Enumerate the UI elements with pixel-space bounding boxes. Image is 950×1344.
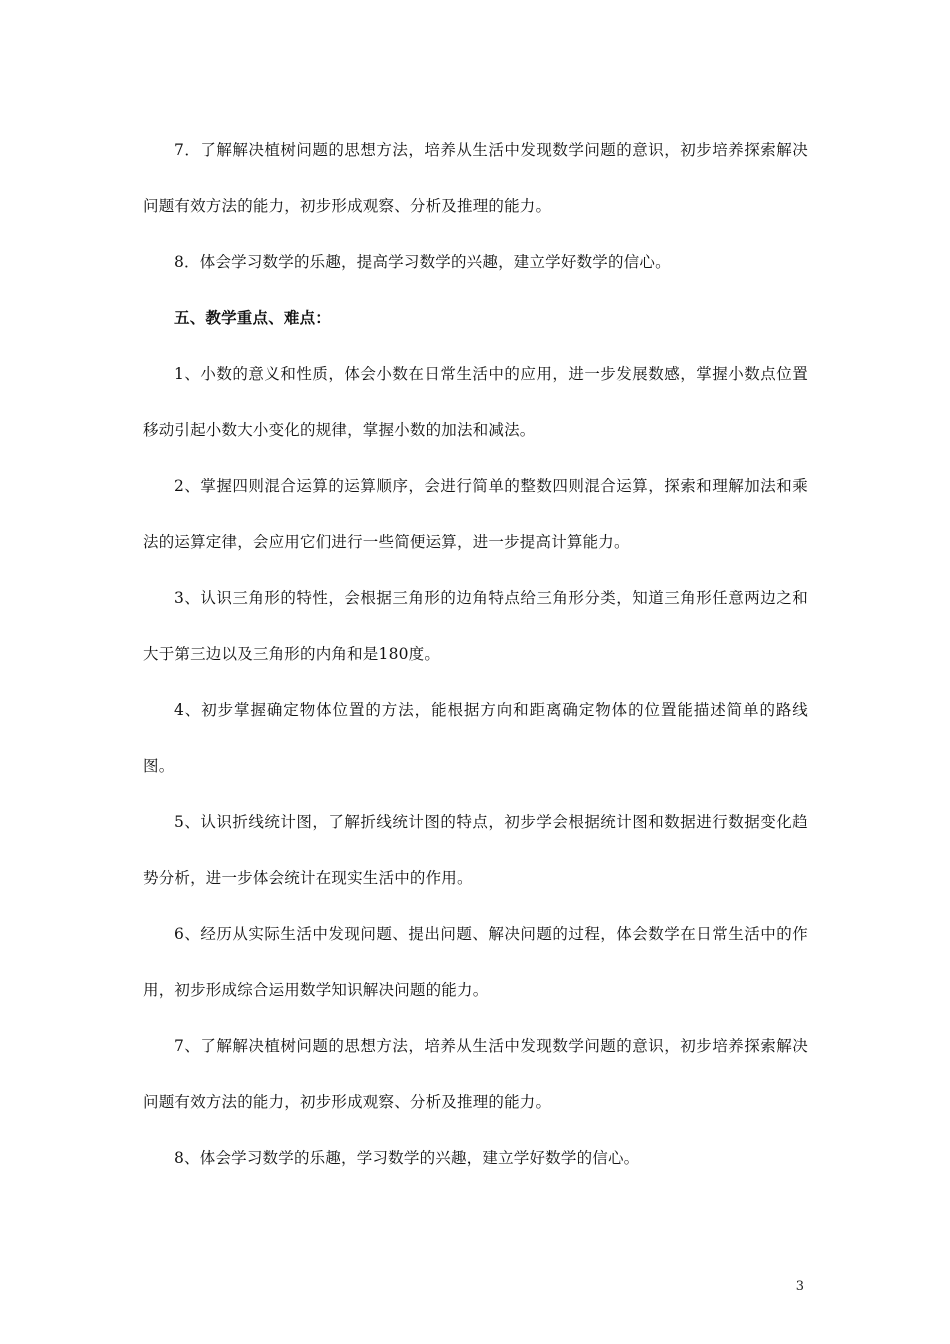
paragraph-key-point-1: 1、小数的意义和性质，体会小数在日常生活中的应用，进一步发展数感，掌握小数点位置移动引起小数大小变化的规律，掌握小数的加法和减法。 bbox=[143, 365, 808, 439]
page-content bbox=[143, 122, 808, 1186]
paragraph-goal-7: 7．了解解决植树问题的思想方法，培养从生活中发现数学问题的意识，初步培养探索解决问题有效方法的能力，初步形成观察、分析及推理的能力。 bbox=[143, 141, 808, 215]
paragraph-key-point-5: 5、认识折线统计图，了解折线统计图的特点，初步学会根据统计图和数据进行数据变化趋势分析，进一步体会统计在现实生活中的作用。 bbox=[143, 813, 808, 887]
paragraph-key-point-4: 4、初步掌握确定物体位置的方法，能根据方向和距离确定物体的位置能描述简单的路线图。 bbox=[143, 701, 808, 775]
paragraph-key-point-7: 7、了解解决植树问题的思想方法，培养从生活中发现数学问题的意识，初步培养探索解决问题有效方法的能力，初步形成观察、分析及推理的能力。 bbox=[143, 1037, 808, 1111]
paragraph-goal-8: 8．体会学习数学的乐趣，提高学习数学的兴趣，建立学好数学的信心。 bbox=[174, 253, 671, 271]
page-number: 3 bbox=[795, 1279, 804, 1294]
paragraph-key-point-8: 8、体会学习数学的乐趣，学习数学的兴趣，建立学好数学的信心。 bbox=[174, 1149, 640, 1167]
paragraph-key-point-2: 2、掌握四则混合运算的运算顺序，会进行简单的整数四则混合运算，探索和理解加法和乘法的运算定律，会应用它们进行一些简便运算，进一步提高计算能力。 bbox=[143, 477, 808, 551]
paragraph-key-point-3: 3、认识三角形的特性，会根据三角形的边角特点给三角形分类，知道三角形任意两边之和大于第三边以及三角形的内角和是180度。 bbox=[143, 589, 808, 663]
section-heading: 五、教学重点、难点： bbox=[174, 308, 332, 327]
paragraph-key-point-6: 6、经历从实际生活中发现问题、提出问题、解决问题的过程，体会数学在日常生活中的作用，初步形成综合运用数学知识解决问题的能力。 bbox=[143, 925, 808, 999]
